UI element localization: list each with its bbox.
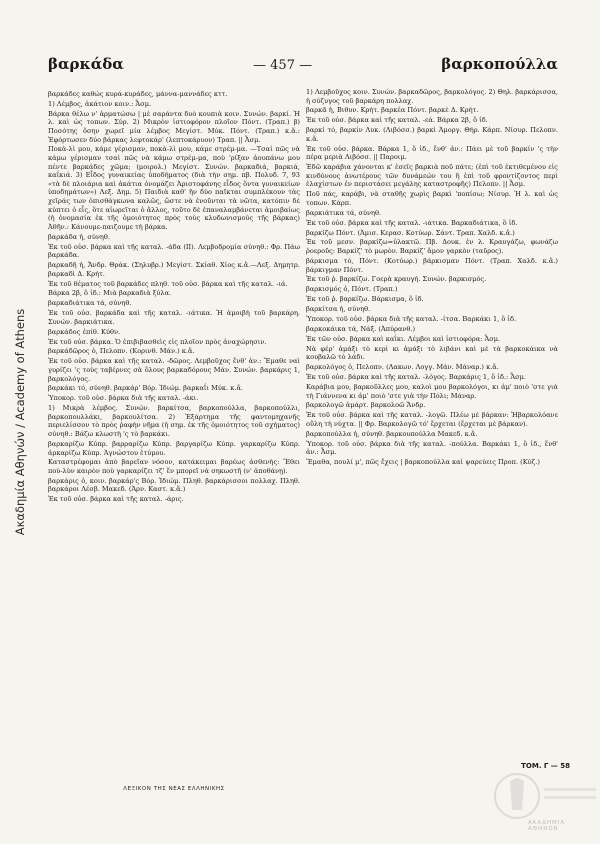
dictionary-paragraph: βαρκαδῆ ἡ, Ἄνδρ. Θράκ. (Σηλυβρ.) Μεγίστ. Σκίαθ. Χίος κ.ἄ.—Λεξ. Δημητρ. βαρκαδὶ Δ. Κρήτ. (48, 261, 300, 278)
dictionary-paragraph: Ἐκ τοῦ οὐσ. βάρκα. Ὁ ἐπιβιβασθεὶς εἰς πλοῖον πρὸς ἀναχώρησιν. (48, 337, 267, 346)
dictionary-paragraph: Ἐκ τοῦ οὐσ. βάρκα καὶ τῆς καταλ. -ιάτικα. Βαρκαδιάτικα, ὃ ἰδ. (306, 218, 518, 227)
header-right-word: βαρκοπούλλα (441, 55, 558, 73)
dictionary-paragraph: Ποῦ πάς, καράβι, νὰ σταθῆς χωρὶς βαρκὶ 'ποπίσω; Νίσυρ. Ἡ λ. καὶ ὡς τοπων. Κάρπ. (306, 190, 558, 207)
dictionary-paragraph: βαρκάκι τό, σύνηθ. βαρκάρ' Βόρ. Ἰδιώμ. βαρκαΐι Μύκ. κ.ἄ. (48, 384, 244, 393)
dictionary-paragraph: βαρκάδῶρος ὁ, Πελοπν. (Κορινθ. Μάν.) κ.ἄ. (48, 347, 195, 356)
dictionary-paragraph: 1) Λέμβος, ἀκάτιον κοιν.: Ἆσμ. (48, 99, 152, 108)
dictionary-paragraph: Ἐδῶ καράβια χάνονται κ' ἐσεῖς βαρκιὰ ποῦ πάτε; (ἐπὶ τοῦ ἐκτιθεμένου εἰς κινδύνους ἀνωτέρους τῶν δυνάμεών του ἢ ἐπὶ τοῦ φροντίζοντος περὶ ἐλαχίστων ἐν περιστάσει μεγάλης καταστροφῆς) Πελοπν. || Ἆσμ. (306, 163, 558, 189)
dictionary-paragraph: Ἐκ τοῦ ῥ. βαρκίζω. Βάρκισμα, ὃ ἰδ. (306, 295, 424, 304)
dictionary-paragraph: βάρκισμα τό, Πόντ. (Κοτύωρ.) βάρκισμαν Πόντ. (Τραπ. Χαλδ. κ.ἄ.) βάρκιγμαν Πόντ. (306, 256, 558, 274)
dictionary-paragraph: Ἐκ τοῦ οὐσ. βάρκα καὶ τῆς καταλ. -εά. Βάρκα 2β, ὃ ἰδ. (306, 116, 488, 125)
dictionary-paragraph: Ἐκ τῶν οὐσ. βάρκα καὶ καΐκι. Λέμβοι καὶ ἱστιοφόρα: Ἆσμ. (306, 334, 501, 343)
dictionary-paragraph: Ὑποκορ. τοῦ οὐσ. βάρκα διὰ τῆς καταλ. -πούλλα. Βαρκάκι 1, ὃ ἰδ., ἔνθ' ἀν.: Ἆσμ. (306, 439, 558, 457)
dictionary-paragraph: βαρκί τό, βαρκίν Λυκ. (Λιβόσσ.) βαρκὶ Ἀμοργ. Θήρ. Κάρπ. Νίσυρ. Πελοπν. κ.ἄ. (306, 126, 558, 143)
dictionary-paragraph: Ὑποκορ. τοῦ οὐσ. βάρκα διὰ τῆς καταλ. -ίτσα. Βαρκάκι 1, ὃ ἰδ. (306, 315, 517, 323)
dictionary-paragraph: Ποκὰ-λὶ μου, κάμε γέρισμαν, ποκὰ-λὶ μου, κάμε στρέμ-μα. —Τσαί πῶς νὰ κάμω γέρισμαν τσαὶ πῶς νὰ κάμω στρέμ-μα, ποὺ 'ρίξαν ἀουπάνω μου πέντε βαρκάδες χῶμα; (μοιρολ.) Μεγίστ. Συνών. βαρκαδιά, βαρκιά, καΐκιά. 3) Εἶδος γυναικείας ὑποδήματος (διὰ τὴν σημ. πβ. Πολυδ. 7, 93 «τὰ δὲ πλοιάρια καὶ ἀκάτια ὀνομάζει Ἀριστοφάνης εἶδος ὄντα γυναικείων ὑποδημάτων») Λεξ. Δημ. 5) Παιδιὰ καθ' ἣν δύο παῖκται συμπλέκουν τὰς χεῖράς των ὀπισθάγκωνα καλῶς, ὥστε νὰ ἑνοῦνται τὰ νῶτα, κατόπιν δὲ κύπτει ὁ εἷς, ὅτε αἰωρεῖται ὁ ἄλλος, τοῦτο δὲ ἐπαναλαμβάνεται ἀμοιβαίως (ἡ ὀνομασία ἐκ τῆς ὁμοιότητος πρὸς τοὺς κλυδωνισμοὺς τῆς βάρκας) Ἀθῆν.: Κάνουμε-παιζουμε τὴ βάρκα. (48, 145, 300, 231)
watermark-label: ΑΚΑΔΗΜΙΑ ΑΘΗΝΩΝ (528, 820, 566, 832)
dictionary-paragraph: βαρκολόγος ὁ, Πελοπν. (Λακων. Λογγ. Μάν. Μάναρ.) κ.ἄ. (306, 363, 499, 372)
dictionary-paragraph: Ἔμαθα, πουλί μ', πῶς ἔχεις | βαρκοπούλλα καὶ ψαρεύεις Προπ. (Κύζ.) (306, 458, 540, 467)
dictionary-paragraph: 1) Λεμβοῦχος κοιν. Συνών. βαρκαδῶρος, βαρκολόγος. 2) Θηλ. βαρκάρισσα, ἡ σύζυγος τοῦ βαρκάρη πολλαχ. (306, 88, 558, 105)
left-column (48, 90, 300, 505)
volume-footer: ΤΟΜ. Γ — 58 (521, 762, 570, 770)
dictionary-paragraph: βαρκολογῶ ἀμάρτ. βαρκολοῶ Ἄνδρ. (306, 401, 426, 410)
dictionary-footer: ΛΕΞΙΚΟΝ ΤΗΣ ΝΕΑΣ ΕΛΛΗΝΙΚΗΣ (123, 786, 225, 792)
dictionary-paragraph: Βάρκα θέλω ν' ἁρματώσω | μὲ σαράντα δυὸ κουπιὰ κοιν. Συνών. βαρκί. Ἡ λ. καὶ ὡς τοπων. Σύρ. 2) Μικρὸν ἱστιοφόρον πλοῖον Πόντ. (Τραπ.) β) Ποσότης ὅσην χωρεῖ μία λέμβος Μεγίστ. Μύκ. Πόντ. (Τραπ.) κ.ἄ.: Ἐφόρτωσεν δύο βάρκας λεφτοκάρ' (λεπτοκάρυον) Τραπ. || Ἆσμ. (48, 109, 300, 144)
dictionary-paragraph: βαρκιάτικα τά, σύνηθ. (306, 208, 382, 217)
dictionary-paragraph: Βάρκα 2β, ὃ ἰδ.: Μιὰ βαρκαδιὰ ξύλα. (48, 289, 172, 298)
dictionary-paragraph: Ἐκ τοῦ οὐσ. βάρκα καὶ τῆς καταλ. -λόγος. Βαρκάρις 1, ὃ ἰδ.: Ἆσμ. (306, 373, 526, 382)
academy-sidebar (0, 0, 40, 844)
dictionary-paragraph: Ἐκ τοῦ ῥ. βαρκίζω. Γοερὰ κραυγή. Συνών. βαρκισμός. (306, 275, 487, 284)
dictionary-paragraph: βαρκίζω Πόντ. (Ἀμισ. Κερασ. Κοτύωρ. Σάντ. Τραπ. Χαλδ. κ.ἄ.) (306, 228, 515, 237)
dictionary-paragraph: 1) Μικρὰ λέμβος. Συνών. βαρκίτσα, βαρκοπούλλα, βαρκοπούλλι, βαρκοπουλλάκι, βαρκουλίτσα. 2) Ἐξάρτημα τῆς φαντομηχανῆς περιελίσσον τὸ πρὸς ῥαφὴν νῆμα (ἡ σημ. ἐκ τῆς ὁμοιότητος τοῦ σχήματος) σύνηθ.: Βάζω κλωστὴ 'ς τὸ βαρκάκι. (48, 404, 300, 439)
dictionary-paragraph: Καράβια μου, βαρκοῦλλες μου, καλοὶ μου βαρκολόγοι, κι ἀμ' ποιὸ 'στε γιὰ τὴ Γιάννενα κι ἀμ' ποιὸ 'στε γιὰ τὴν Πόλι; Μάναρ. (306, 382, 558, 400)
dictionary-paragraph: βαρκάδα ἡ, σύνηθ. (48, 232, 110, 241)
dictionary-paragraph: Ὑποκορ. τοῦ οὐσ. βάρκα διὰ τῆς καταλ. -άκι. (48, 394, 199, 403)
dictionary-paragraph: βαρκίτσα ἡ, σύνηθ. (306, 305, 371, 314)
page-number: — 457 — (253, 58, 313, 73)
header-left-word: βαρκάδα (48, 55, 124, 73)
right-column (306, 88, 558, 468)
dictionary-paragraph: Ἐκ τοῦ οὐσ. βάρκα καὶ τῆς καταλ. -άρις. (48, 495, 184, 504)
dictionary-paragraph: Ἐκ τοῦ οὐσ. βάρκα. Βάρκα 1, ὃ ἰδ., ἔνθ' ἀν.: Πάει μὲ τοῦ βαρκίν 'ς τὴν πέρα μεριὰ Λιβόσσ. || Παροιμ. (306, 144, 558, 162)
dictionary-paragraph: Ἐκ τοῦ οὐσ. βάρκα καὶ τῆς καταλ. -άδα (II). Λεμβοδρομία σύνηθ.: Φρ. Πάω βαρκάδα. (48, 242, 300, 260)
dictionary-paragraph: Ἐκ τοῦ οὐσ. βάρκα καὶ τῆς καταλ. -δῶρος. Λεμβοῦχος ἔνθ' ἀν.: Ἔμαθε ναὶ γυρίζει 'ς τοὺς ταβέρνες σὰ ὅλους βαρκαδόρους Μάν. Συνών. βαρκάρις 1, βαρκολόγος. (48, 357, 300, 383)
dictionary-paragraph: βαρκαρίζω Κύπρ. βαρραρίζω Κύπρ. βαργαρίζω Κύπρ. γαρκαρίζω Κύπρ. ἀρκαρίζω Κύπρ. Ἀγνώστου ἐτύμου. (48, 439, 300, 457)
dictionary-paragraph: Ἐκ τοῦ θέματος τοῦ βαρκάδες πληθ. τοῦ οὐσ. βάρκα καὶ τῆς καταλ. -ιά. (48, 279, 288, 288)
dictionary-paragraph: Ἐκ τοῦ οὐσ. βάρκα καὶ τῆς καταλ. -λογῶ. Πλέω μὲ βάρκαν: Ἠβαρκολόανε οὕλη τὴ νύχτα. || Φρ. Βαρκολογῶ τό' ἔρχεται (ἔρχεται μὲ βάρκαν). (306, 411, 558, 428)
dictionary-paragraph: βαρκάδος ἐπίθ. Κύθν. (48, 327, 121, 336)
dictionary-paragraph: βαρκοκάικα τά, Νάξ. (Ἀπύρανθ.) (306, 324, 416, 333)
page-header (48, 55, 558, 79)
dictionary-paragraph: Ἐκ τοῦ οὐσ. βαρκάδα καὶ τῆς καταλ. -ιάτικα. Ἡ ἀμοιβὴ τοῦ βαρκάρη. Συνών. βαρκιάτικα. (48, 309, 300, 326)
dictionary-paragraph: βαρκοπούλλα ἡ, σύνηθ. βαρκουπούλλα Μακεδ. κ.ἄ. (306, 429, 478, 438)
dictionary-paragraph: Καταστρέφομαι ἀπὸ βαρεῖαν νόσον, κατάκειμαι βαρέως ἀσθενὴς: Ἔθει ποὺ-λὺν καιρὸν ποὺ γαρκαρίζει τζ' ἔν μπορεῖ νὰ σηκωστῆ (ν' ἀποθάνῃ). (48, 458, 300, 475)
dictionary-paragraph: βαρκισμός ὁ, Πόντ. (Τραπ.) (306, 285, 398, 294)
dictionary-paragraph: βαρκᾶ ἡ, Βιθυν. Κρήτ. βαρκέα Πόντ. βαρκὲ Δ. Κρήτ. (306, 106, 479, 115)
dictionary-paragraph: βαρκάδες καθώς κυρά-κυράδες, μάννα-μαννάδες κττ. (48, 90, 228, 98)
dictionary-paragraph: βαρκαδιάτικα τά, σύνηθ. (48, 299, 132, 308)
dictionary-paragraph: Ἐκ τοῦ μεσν. βαρκίζω=ὑλακτῶ. Πβ. Δουκ. ἐν λ. Κραυγάζω, φωνάζω ῥοεροῦς: Βαρκίζ' τὸ μωρὸν. Βαρκίζ' ἄμον γαρκὸν (ταῦρος). (306, 238, 558, 256)
dictionary-paragraph: Νὰ φέρ' ἀμάξι τὸ κερὶ κι ἀμάξι τὸ λιβάνι καὶ μὲ τὰ βαρκοκάικα νὰ κουβαλῶ τὸ λάδι. (306, 344, 558, 362)
sidebar-label: Ακαδημία Αθηνών / Academy of Athens (13, 308, 28, 536)
dictionary-paragraph: βαρκάρις ὁ, κοιν. βαρκάρ'ς Βόρ. Ἰδιώμ. Πληθ. βαρκάρισσοι πολλαχ. Πληθ. βαρκάροι Λέσβ. Μακεδ. (Ἀρν. Καστ. κ.ἄ.) (48, 476, 300, 494)
